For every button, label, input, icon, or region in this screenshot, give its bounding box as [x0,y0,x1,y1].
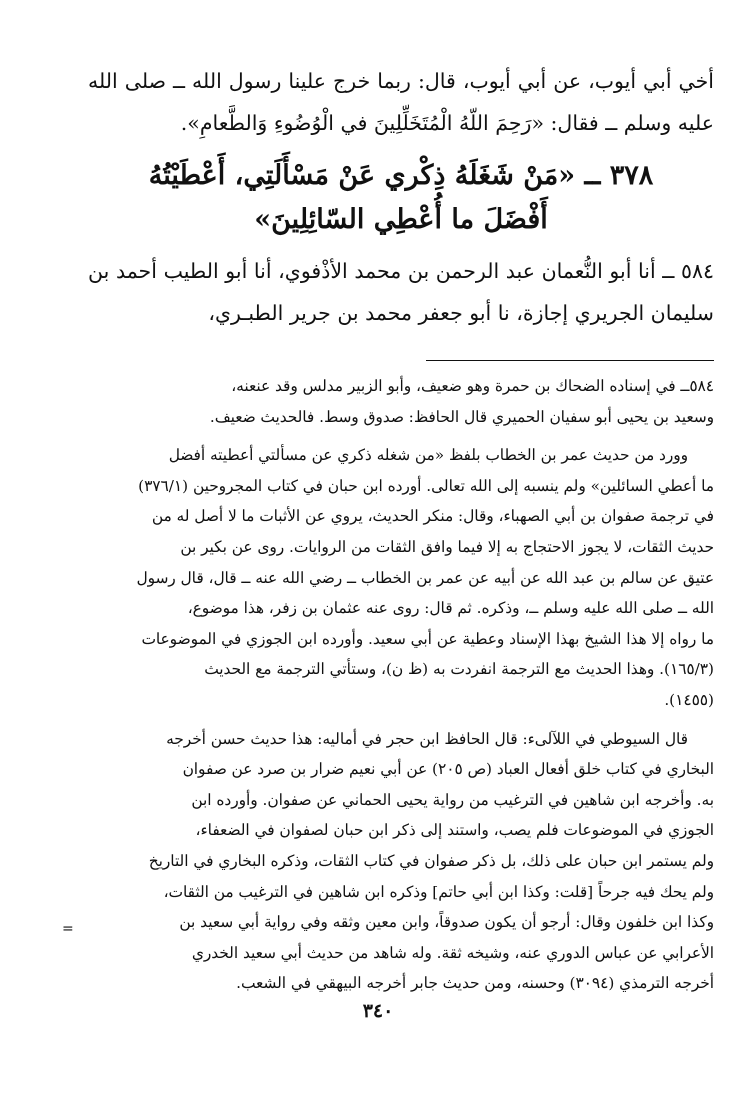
note-line: ما أعطي السائلين» ولم ينسبه إلى الله تعالى. أورده ابن حبان في كتاب المجروحين (٣٧٦/١) [138,476,714,495]
text-line: ٥٨٤ ــ أنا أبو النُّعمان عبد الرحمن بن محمد الأذْفوي، أنا أبو الطيب [163,259,714,283]
heading-line-2: أَفْضَلَ ما أُعْطِي السّائِلِينَ» [254,204,548,235]
footnote-3 [88,724,714,999]
note-line: به. وأخرجه ابن شاهين في الترغيب من رواية يحيى الحماني عن صفوان. وأورده ابن [191,790,714,809]
note-line: حديث الثقات، لا يجوز الاحتجاج به إلا فيما وافق الثقات من الروايات. روى عن بكير بن [180,537,714,556]
text-line: أخي أبي أيوب، عن أبي أيوب، قال: ربما خرج علينا رسول الله ــ صلى الله [88,69,714,93]
note-line: (١٦٥/٣). وهذا الحديث مع الترجمة انفردت به (ظ ن)، وستأتي الترجمة مع الحديث [204,660,714,679]
note-line: (١٤٥٥). [664,690,714,709]
heading-line-1: ٣٧٨ ــ «مَنْ شَغَلَهُ ذِكْري عَنْ مَسْأَلَتِي، أَعْطَيْتُهُ [148,160,654,191]
hadith-heading [88,154,714,242]
continuation-mark: = [62,921,74,937]
note-line: وورد من حديث عمر بن الخطاب بلفظ «من شغله ذكري عن مسألتي أعطيته أفضل [168,446,688,465]
page-number: ٣٤٠ [362,1000,394,1022]
note-line: ما رواه إلا هذا الشيخ بهذا الإسناد وعطية عن أبي سعيد. وأورده ابن الجوزي في الموضوعات [141,629,714,648]
note-line: في ترجمة صفوان بن أبي الصهباء، وقال: منكر الحديث، يروي عن الأثبات ما لا أصل له من [151,507,714,526]
paragraph-isnad-584 [88,250,714,334]
text-line: أحمد بن سليمان الجريري إجازة، نا أبو جعفر محمد بن جرير الطبـري، [88,259,714,325]
footnote-1 [88,371,714,432]
main-text [88,60,714,334]
footnote-2 [88,440,714,715]
document-page [88,60,714,999]
note-line: وكذا ابن خلفون وقال: أرجو أن يكون صدوقاً، وابن معين وثقه وفي رواية أبي سعيد بن [179,913,714,932]
text-line: عليه وسلم ــ فقال: «رَحِمَ اللّهُ الْمُتَخَلِّلِينَ في الْوُضُوءِ وَالطَّعامِ». [180,111,714,135]
note-line: ولم يستمر ابن حبان على ذلك، بل ذكر صفوان في كتاب الثقات، وذكره البخاري في التاريخ [148,851,714,870]
note-line: عتيق عن سالم بن عبد الله عن أبيه عن عمر بن الخطاب ــ رضي الله عنه ــ قال، قال رسول [136,568,714,587]
note-line: ٥٨٤ــ في إسناده الضحاك بن حمرة وهو ضعيف، وأبو الزبير مدلس وقد عنعنه، [231,377,714,395]
note-line: البخاري في كتاب خلق أفعال العباد (ص ٢٠٥) عن أبي نعيم ضرار بن صرد عن صفوان [182,760,714,779]
note-line: قال السيوطي في اللآلىء: قال الحافظ ابن حجر في أماليه: هذا حديث حسن أخرجه [166,729,688,748]
note-line: ولم يحك فيه جرحاً [قلت: وكذا ابن أبي حاتم] وذكره ابن شاهين في الترغيب من الثقات، [163,882,714,901]
note-line: وسعيد بن يحيى أبو سفيان الحميري قال الحافظ: صدوق وسط. فالحديث ضعيف. [209,407,714,426]
note-line: الجوزي في الموضوعات فلم يصب، واستند إلى ذكر ابن حبان لصفوان في الضعفاء، [195,821,714,840]
note-line: الأعرابي عن عباس الدوري عنه، وشيخه ثقة. وله شاهد من حديث أبي سعيد الخدري [191,943,714,962]
footnotes [88,371,714,999]
note-line: أخرجه الترمذي (٣٠٩٤) وحسنه، ومن حديث جابر أخرجه البيهقي في الشعب. [236,974,714,993]
note-line: الله ــ صلى الله عليه وسلم ــ، وذكره. ثم قال: روى عنه عثمان بن زفر، هذا موضوع، [187,599,714,618]
footnote-separator [426,360,714,361]
paragraph-hadith-377 [88,60,714,144]
